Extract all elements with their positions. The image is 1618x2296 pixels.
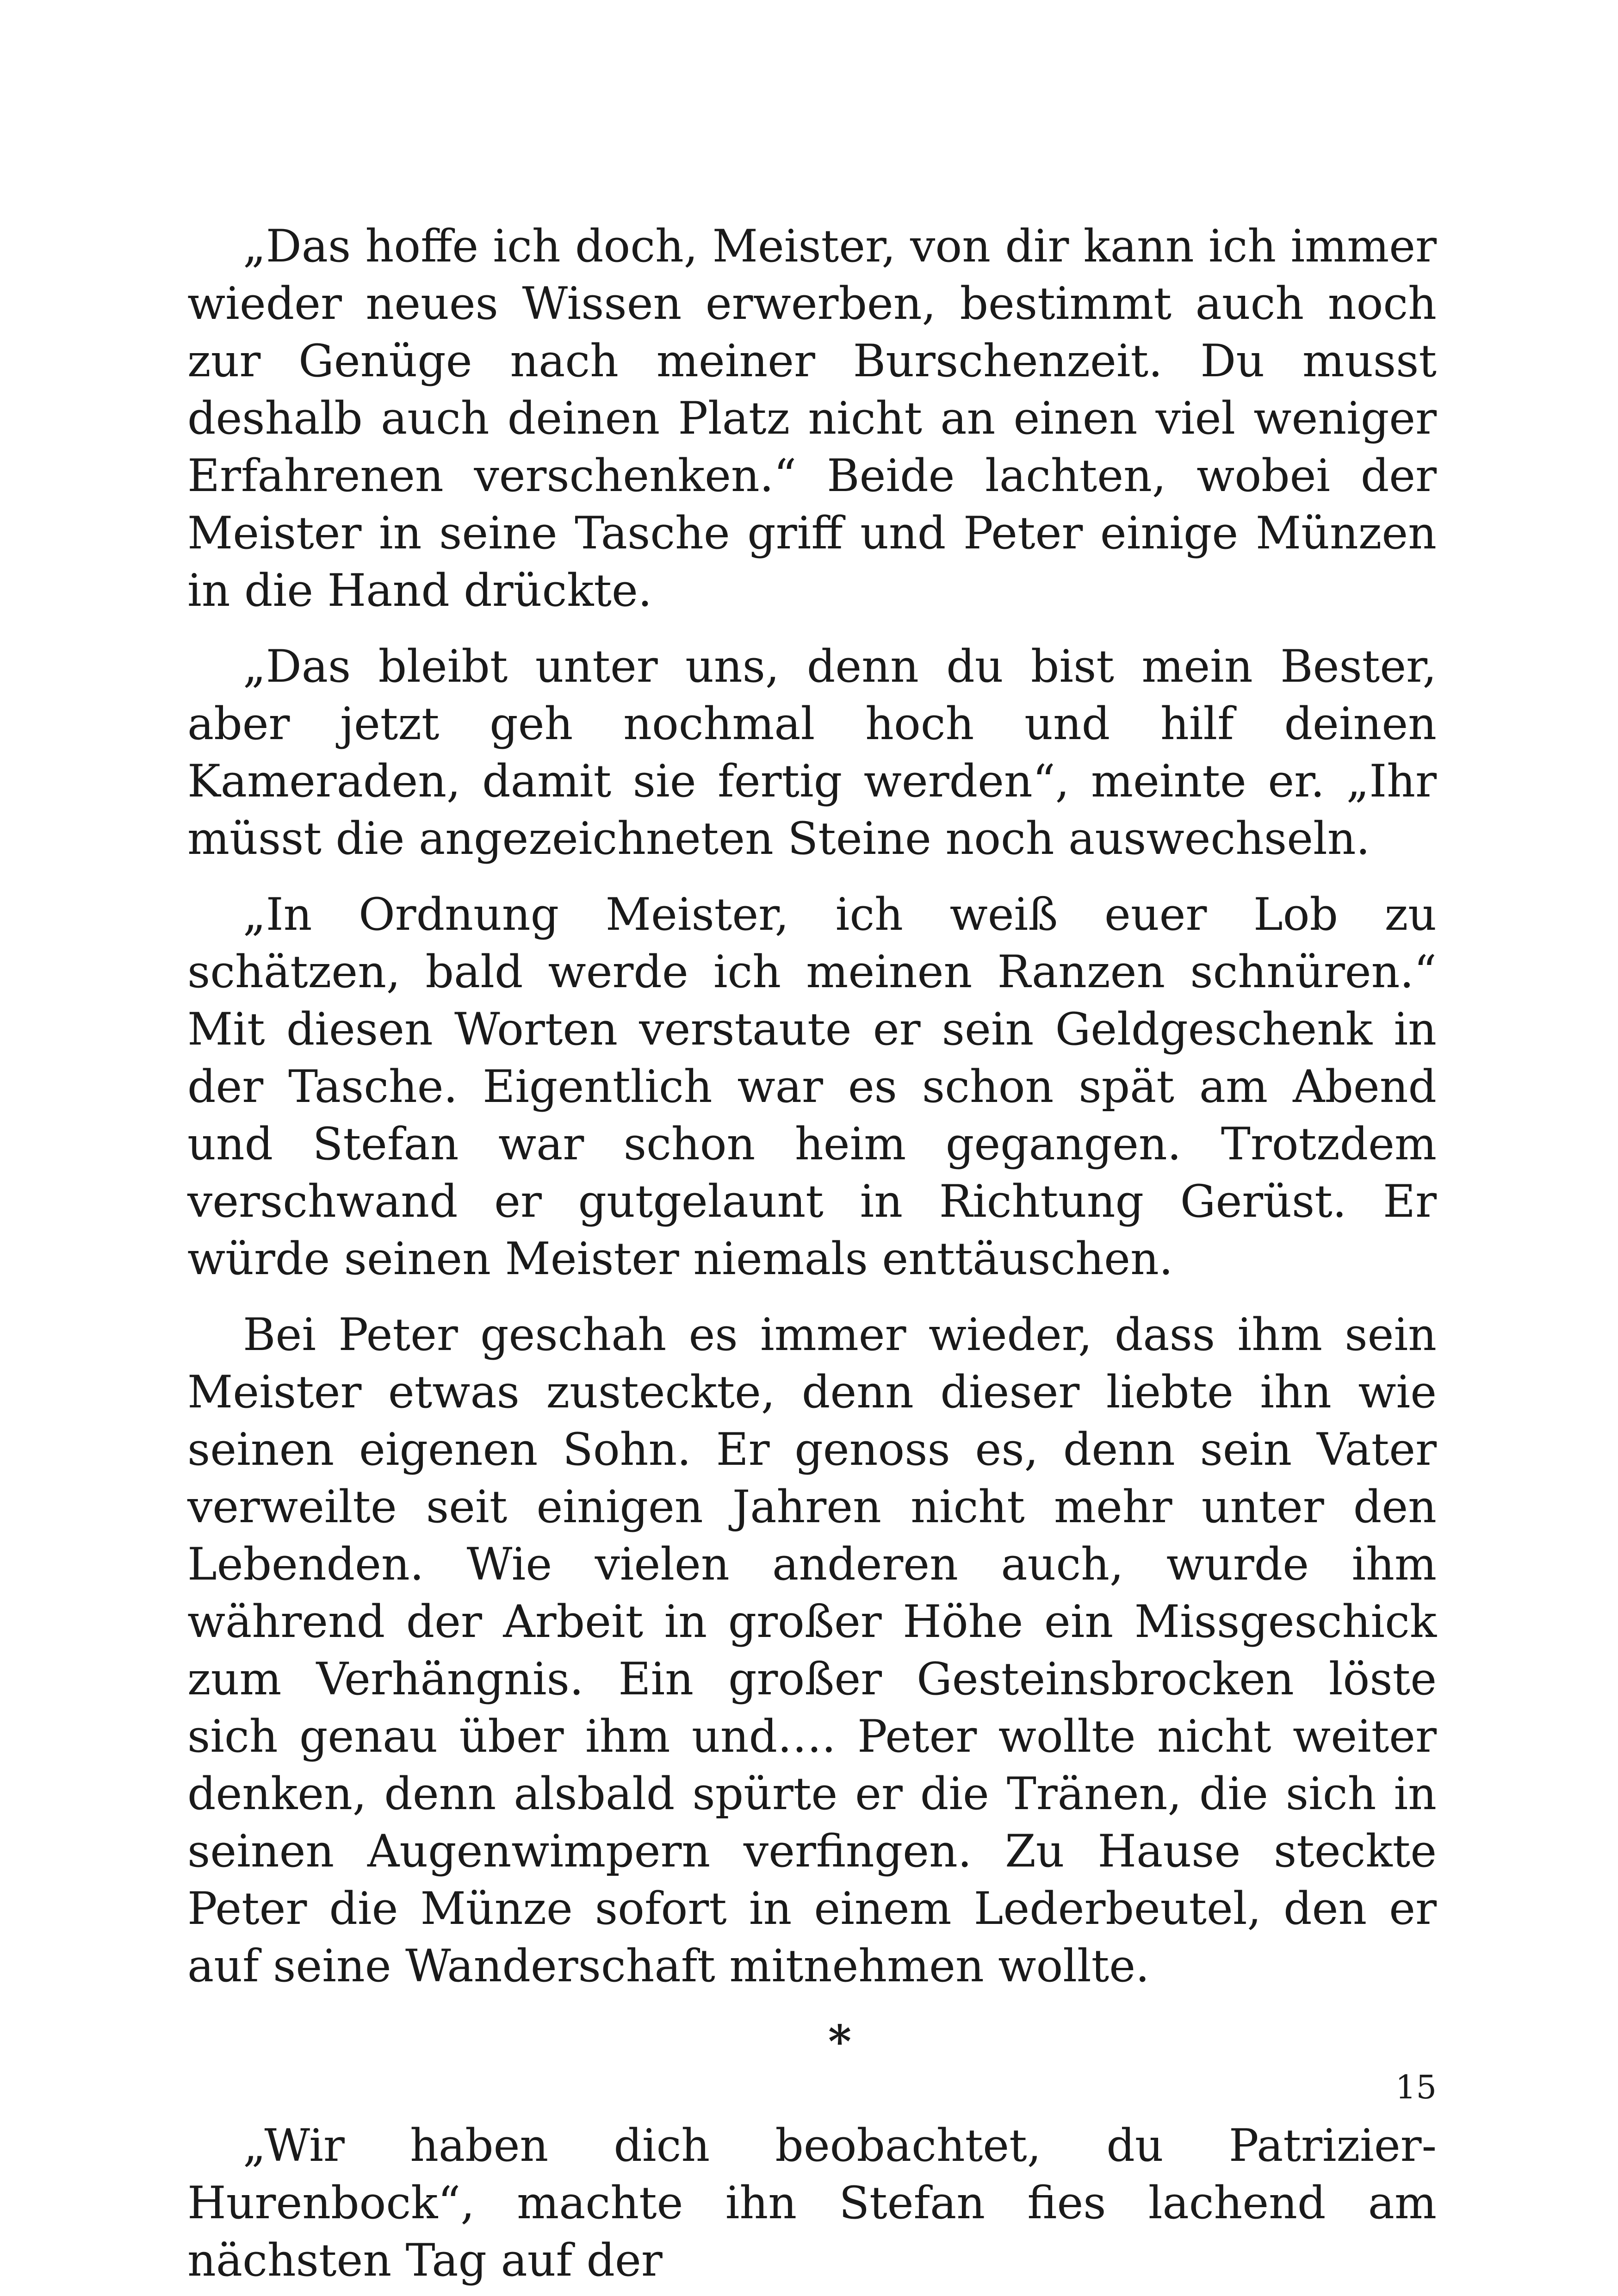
paragraph-4: Bei Peter geschah es immer wieder, dass ihm sein Meister etwas zusteckte, denn dieser liebte ihn wie seinen eigenen Sohn. Er genoss es, denn sein Vater verweilte seit einigen Jahren nicht mehr unter den Lebenden. Wie vielen anderen auch, wurde ihm während der Arbeit in großer Höhe ein Missgeschick zum Verhängnis. Ein großer Gesteinsbrocken löste sich genau über ihm und…. Peter wollte nicht weiter denken, denn alsbald spürte er die Tränen, die sich in seinen Augenwimpern verfingen. Zu Hause steckte Peter die Münze sofort in einem Lederbeutel, den er auf seine Wanderschaft mitnehmen wollte.: [187, 1309, 1437, 1992]
page-number: 15: [1395, 2068, 1437, 2106]
body-text: [187, 218, 1437, 2289]
paragraph-1: „Das hoffe ich doch, Meister, von dir kann ich immer wieder neues Wissen erwerben, bestimmt auch noch zur Genüge nach meiner Burschenzeit. Du musst deshalb auch deinen Platz nicht an einen viel weniger Erfahrenen verschenken.“ Beide lachten, wobei der Meister in seine Tasche griff und Peter einige Münzen in die Hand drückte.: [187, 220, 1437, 616]
paragraph-5: „Wir haben dich beobachtet, du Patrizier-Hurenbock“, machte ihn Stefan fies lachend am nächsten Tag auf der: [187, 2120, 1437, 2286]
paragraph-2: „Das bleibt unter uns, denn du bist mein Bester, aber jetzt geh nochmal hoch und hilf deinen Kameraden, damit sie fertig werden“, meinte er. „Ihr müsst die angezeichneten Steine noch auswechseln.: [187, 641, 1437, 865]
paragraph-3: „In Ordnung Meister, ich weiß euer Lob zu schätzen, bald werde ich meinen Ranzen schnüren.“ Mit diesen Worten verstaute er sein Geldgeschenk in der Tasche. Eigentlich war es schon spät am Abend und Stefan war schon heim gegangen. Trotzdem verschwand er gutgelaunt in Richtung Gerüst. Er würde seinen Meister niemals enttäuschen.: [187, 889, 1437, 1285]
section-separator: *: [828, 2016, 852, 2068]
